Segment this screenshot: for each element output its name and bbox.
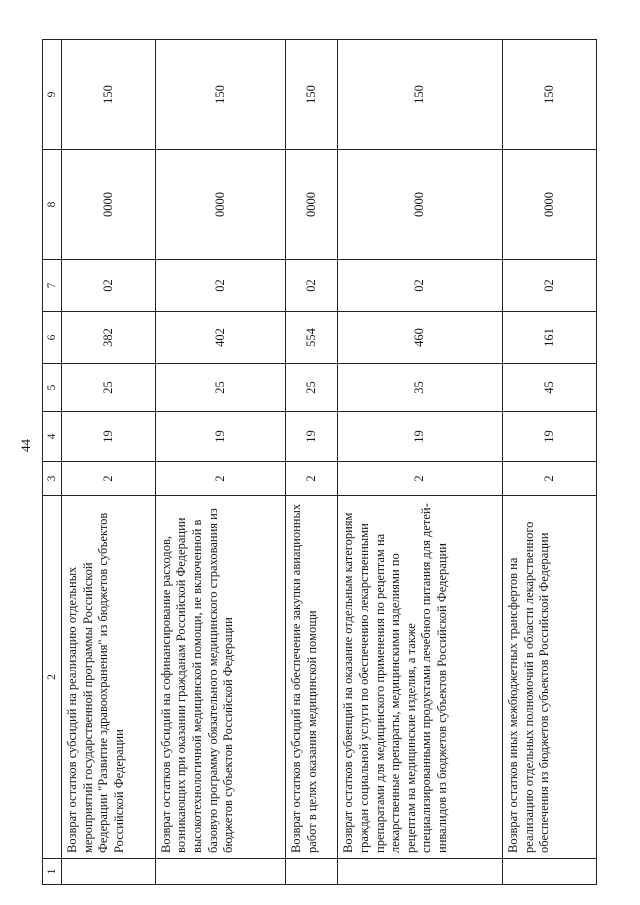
row-cell-5: 25 [286,364,338,412]
budget-code-table [42,39,597,885]
header-row [43,40,62,885]
row-cell-8: 0000 [155,150,285,260]
row-cell-8: 0000 [503,150,597,260]
row-cell-4: 19 [338,412,503,462]
row-cell-6: 402 [155,312,285,364]
row-cell-1 [286,859,338,885]
row-cell-9: 150 [155,40,285,150]
row-cell-3: 2 [155,462,285,496]
row-cell-7: 02 [338,260,503,312]
column-header: 7 [43,260,62,312]
table-row [286,40,338,885]
column-header: 4 [43,412,62,462]
row-cell-5: 25 [62,364,156,412]
row-cell-9: 150 [503,40,597,150]
row-cell-3: 2 [286,462,338,496]
row-cell-4: 19 [62,412,156,462]
column-header: 1 [43,859,62,885]
row-cell-4: 19 [286,412,338,462]
row-cell-5: 35 [338,364,503,412]
column-header: 6 [43,312,62,364]
row-description: Возврат остатков иных межбюджетных трансфертов на реализацию отдельных полномочий в области лекарственного обеспечения из бюджетов субъектов Российской Федерации [503,496,597,859]
row-cell-9: 150 [338,40,503,150]
row-description: Возврат остатков субсидий на софинансирование расходов, возникающих при оказании гражданам Российской Федерации высокотехнологичной медицинской помощи, не включенной в базовую программу обязательного медицинского страхования из бюджетов субъектов Российской Федерации [155,496,285,859]
row-cell-1 [338,859,503,885]
row-cell-6: 460 [338,312,503,364]
rotated-page [42,40,597,885]
row-cell-4: 19 [155,412,285,462]
row-cell-9: 150 [62,40,156,150]
row-cell-1 [155,859,285,885]
row-cell-5: 45 [503,364,597,412]
table-row [338,40,503,885]
table-row [503,40,597,885]
row-cell-6: 161 [503,312,597,364]
row-cell-6: 382 [62,312,156,364]
table-row [62,40,156,885]
row-cell-4: 19 [503,412,597,462]
row-cell-8: 0000 [62,150,156,260]
row-cell-7: 02 [62,260,156,312]
column-header: 9 [43,40,62,150]
table-body [62,40,597,885]
table-row [155,40,285,885]
column-header: 2 [43,496,62,859]
row-cell-8: 0000 [286,150,338,260]
row-description: Возврат остатков субвенций на оказание отдельным категориям граждан социальной услуги по обеспечению лекарственными препаратами для медицинского применения по рецептам на лекарственные препараты, медицинскими изделиями по рецептам на медицинские изделия, а также специализированными продуктами лечебного питания для детей-инвалидов из бюджетов субъектов Российской Федерации [338,496,503,859]
row-cell-7: 02 [286,260,338,312]
row-cell-6: 554 [286,312,338,364]
row-cell-1 [503,859,597,885]
row-cell-8: 0000 [338,150,503,260]
row-cell-3: 2 [503,462,597,496]
page-number: 44 [18,439,33,452]
column-header: 8 [43,150,62,260]
row-cell-7: 02 [503,260,597,312]
row-description: Возврат остатков субсидий на обеспечение закупки авиационных работ в целях оказания медицинской помощи [286,496,338,859]
row-cell-5: 25 [155,364,285,412]
row-cell-3: 2 [62,462,156,496]
row-cell-3: 2 [338,462,503,496]
column-header: 3 [43,462,62,496]
row-description: Возврат остатков субсидий на реализацию отдельных мероприятий государственной программы Российской Федерации "Развитие здравоохранения" из бюджетов субъектов Российской Федерации [62,496,156,859]
column-header: 5 [43,364,62,412]
row-cell-1 [62,859,156,885]
row-cell-7: 02 [155,260,285,312]
table-header [43,40,62,885]
row-cell-9: 150 [286,40,338,150]
